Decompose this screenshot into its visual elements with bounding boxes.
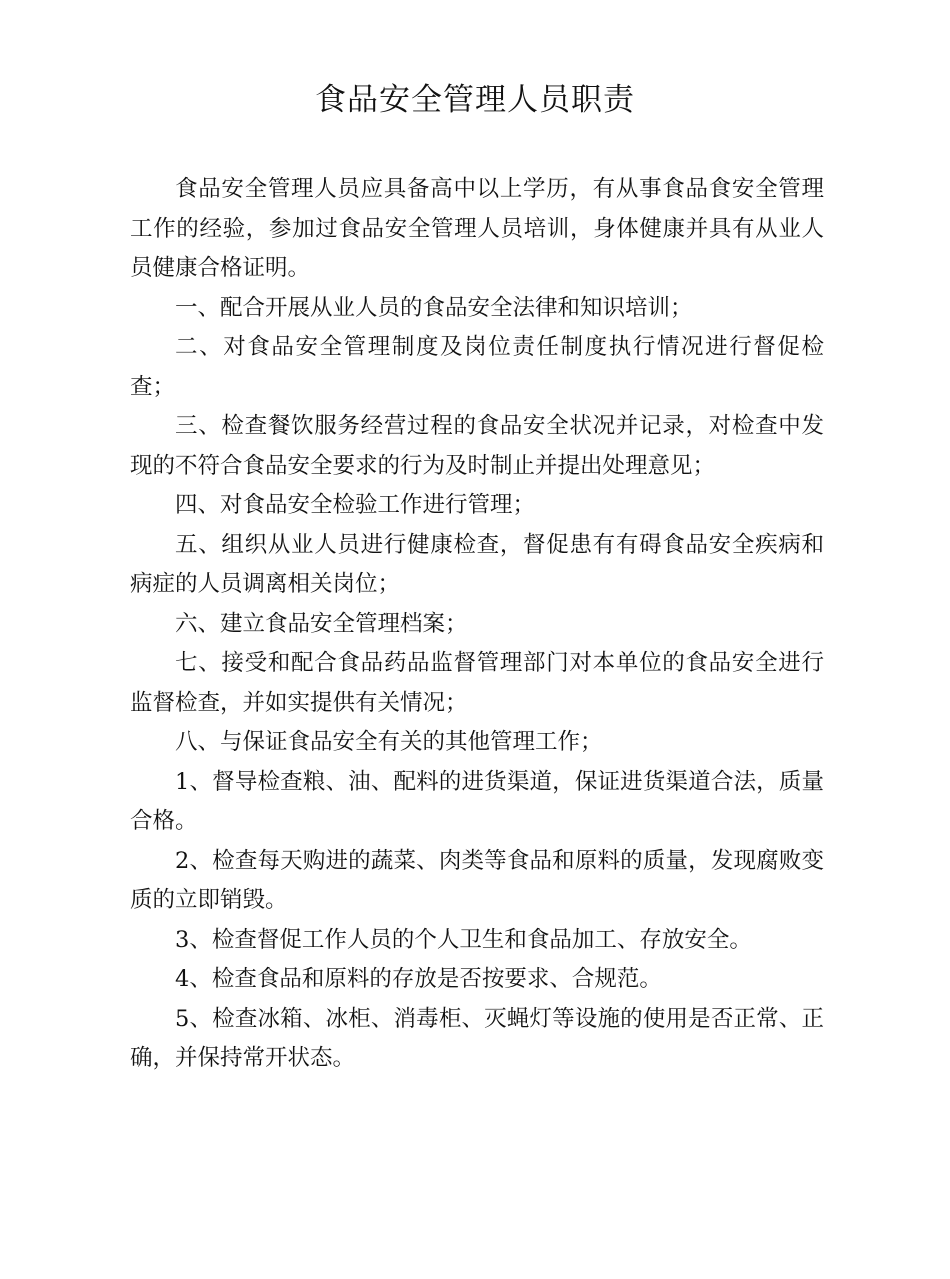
paragraph-sub-3: 3、检查督促工作人员的个人卫生和食品加工、存放安全。	[175, 926, 752, 953]
document-title: 食品安全管理人员职责	[315, 82, 635, 118]
paragraph-item-1: 一、配合开展从业人员的食品安全法律和知识培训；	[175, 294, 693, 321]
paragraph-item-2: 二、对食品安全管理制度及岗位责任制度执行情况进行督促检查；	[130, 334, 824, 400]
paragraph-sub-2: 2、检查每天购进的蔬菜、肉类等食品和原料的质量，发现腐败变质的立即销毁。	[130, 847, 824, 913]
paragraph-item-8: 八、与保证食品安全有关的其他管理工作；	[175, 729, 603, 755]
paragraph-sub-5: 5、检查冰箱、冰柜、消毒柜、灭蝇灯等设施的使用是否正常、正确，并保持常开状态。	[130, 1005, 824, 1071]
paragraph-sub-1: 1、督导检查粮、油、配料的进货渠道，保证进货渠道合法，质量合格。	[130, 768, 824, 834]
document-body	[130, 170, 824, 1079]
paragraph-intro: 食品安全管理人员应具备高中以上学历，有从事食品食安全管理工作的经验，参加过食品安全管理人员培训，身体健康并具有从业人员健康合格证明。	[130, 176, 824, 281]
paragraph-item-6: 六、建立食品安全管理档案；	[175, 610, 468, 637]
paragraph-item-3: 三、检查餐饮服务经营过程的食品安全状况并记录，对检查中发现的不符合食品安全要求的行为及时制止并提出处理意见；	[130, 413, 824, 479]
paragraph-item-5: 五、组织从业人员进行健康检查，督促患有有碍食品安全疾病和病症的人员调离相关岗位；	[130, 531, 824, 597]
paragraph-item-7: 七、接受和配合食品药品监督管理部门对本单位的食品安全进行监督检查，并如实提供有关情况；	[130, 650, 824, 716]
paragraph-item-4: 四、对食品安全检验工作进行管理；	[175, 492, 536, 518]
paragraph-sub-4: 4、检查食品和原料的存放是否按要求、合规范。	[175, 966, 662, 992]
